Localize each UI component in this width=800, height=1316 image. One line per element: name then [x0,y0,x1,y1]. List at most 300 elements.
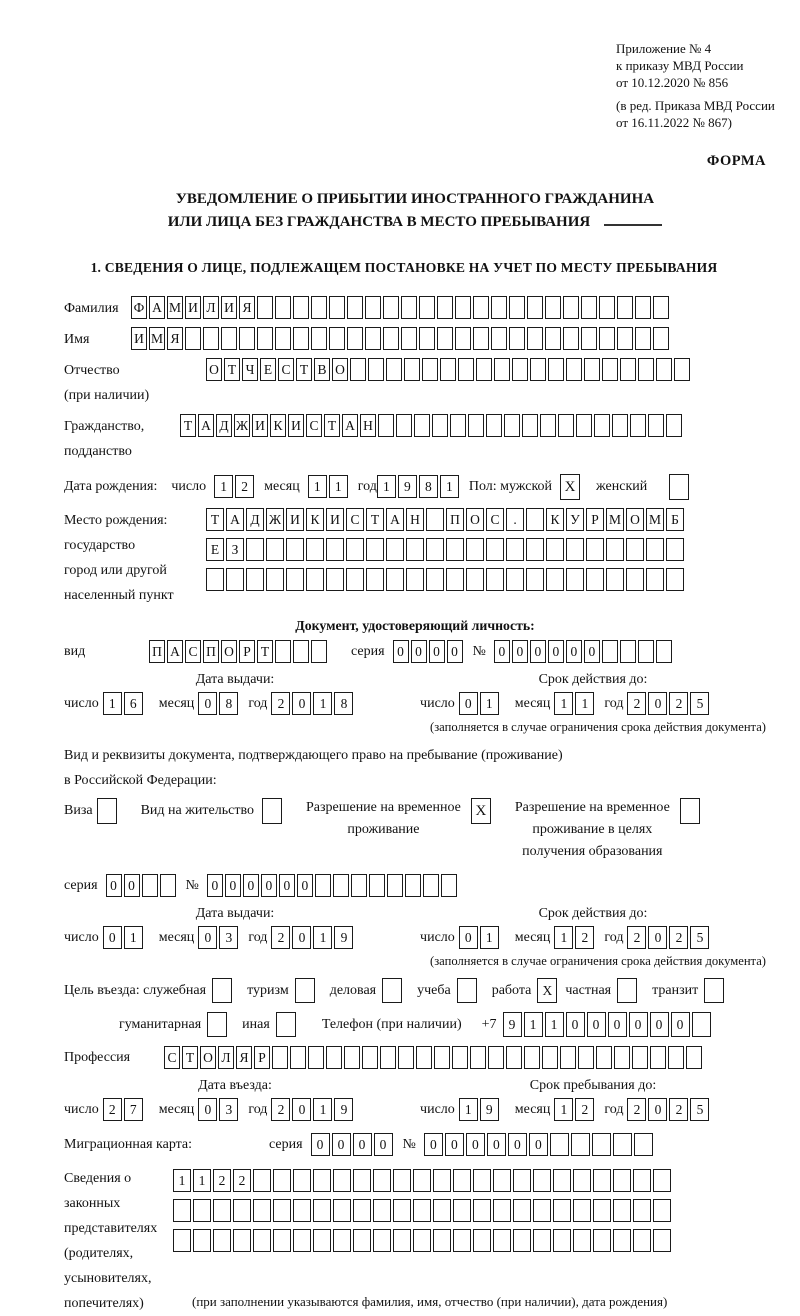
form-cell[interactable] [185,327,201,350]
form-cell[interactable]: А [198,414,214,437]
form-cell[interactable] [476,358,492,381]
form-cell[interactable]: 8 [334,692,353,715]
form-cell[interactable] [473,327,489,350]
form-cell[interactable]: 3 [219,926,238,949]
form-cell[interactable] [653,1229,671,1252]
form-cell[interactable]: Т [324,414,340,437]
form-cell[interactable]: Л [218,1046,234,1069]
form-cell[interactable] [398,1046,414,1069]
form-cell[interactable] [272,1046,288,1069]
form-cell[interactable] [434,1046,450,1069]
form-cell[interactable] [666,568,684,591]
form-cell[interactable] [686,1046,702,1069]
form-cell[interactable]: Я [167,327,183,350]
form-cell[interactable] [653,327,669,350]
form-cell[interactable]: 5 [690,926,709,949]
form-cell[interactable]: С [164,1046,180,1069]
form-cell[interactable] [419,327,435,350]
form-cell[interactable] [458,358,474,381]
form-cell[interactable]: 0 [648,692,667,715]
form-cell[interactable]: 1 [173,1169,191,1192]
form-cell[interactable] [393,1199,411,1222]
form-cell[interactable] [433,1229,451,1252]
form-cell[interactable]: 0 [103,926,122,949]
form-cell[interactable] [638,640,654,663]
form-cell[interactable] [545,327,561,350]
form-cell[interactable]: П [149,640,165,663]
form-cell[interactable]: 0 [447,640,463,663]
form-cell[interactable]: О [466,508,484,531]
form-cell[interactable] [405,874,421,897]
form-cell[interactable]: 0 [279,874,295,897]
form-cell[interactable] [423,874,439,897]
form-cell[interactable] [553,1199,571,1222]
form-cell[interactable] [413,1199,431,1222]
form-cell[interactable]: 2 [669,926,688,949]
form-cell[interactable] [350,358,366,381]
form-cell[interactable] [599,296,615,319]
form-cell[interactable] [286,568,304,591]
form-cell[interactable] [273,1199,291,1222]
form-cell[interactable] [212,978,232,1003]
form-cell[interactable] [491,327,507,350]
form-cell[interactable]: X [471,798,491,824]
form-cell[interactable] [226,568,244,591]
form-cell[interactable]: 2 [271,1098,290,1121]
form-cell[interactable] [221,327,237,350]
form-cell[interactable] [293,296,309,319]
form-cell[interactable]: А [149,296,165,319]
form-cell[interactable]: 0 [429,640,445,663]
form-cell[interactable] [440,358,456,381]
form-cell[interactable] [646,538,664,561]
form-cell[interactable]: В [314,358,330,381]
form-cell[interactable] [473,296,489,319]
form-cell[interactable] [233,1199,251,1222]
form-cell[interactable] [494,358,510,381]
form-cell[interactable]: 0 [648,1098,667,1121]
form-cell[interactable]: 2 [669,1098,688,1121]
form-cell[interactable] [599,327,615,350]
form-cell[interactable]: 0 [207,874,223,897]
form-cell[interactable]: 1 [554,1098,573,1121]
form-cell[interactable] [581,296,597,319]
form-cell[interactable] [526,508,544,531]
form-cell[interactable]: 0 [584,640,600,663]
form-cell[interactable]: X [560,474,580,500]
form-cell[interactable] [365,327,381,350]
form-cell[interactable] [630,414,646,437]
form-cell[interactable] [306,538,324,561]
form-cell[interactable] [566,538,584,561]
form-cell[interactable] [373,1229,391,1252]
form-cell[interactable] [592,1133,611,1156]
form-cell[interactable]: 1 [545,1012,564,1037]
form-cell[interactable] [509,327,525,350]
form-cell[interactable]: 0 [508,1133,527,1156]
form-cell[interactable] [366,538,384,561]
form-cell[interactable] [366,568,384,591]
form-cell[interactable] [326,538,344,561]
form-cell[interactable] [513,1169,531,1192]
form-cell[interactable] [617,978,637,1003]
form-cell[interactable]: Ч [242,358,258,381]
form-cell[interactable] [638,358,654,381]
form-cell[interactable]: 1 [440,475,459,498]
form-cell[interactable] [648,414,664,437]
form-cell[interactable] [526,538,544,561]
form-cell[interactable] [669,474,689,500]
form-cell[interactable] [253,1229,271,1252]
form-cell[interactable]: 0 [311,1133,330,1156]
form-cell[interactable] [308,1046,324,1069]
form-cell[interactable] [493,1229,511,1252]
form-cell[interactable] [311,640,327,663]
form-cell[interactable]: 8 [419,475,438,498]
form-cell[interactable] [173,1229,191,1252]
form-cell[interactable] [416,1046,432,1069]
form-cell[interactable]: М [149,327,165,350]
form-cell[interactable] [346,538,364,561]
form-cell[interactable] [527,327,543,350]
form-cell[interactable] [632,1046,648,1069]
form-cell[interactable]: 0 [530,640,546,663]
form-cell[interactable]: 0 [411,640,427,663]
form-cell[interactable] [406,538,424,561]
form-cell[interactable] [635,327,651,350]
form-cell[interactable] [493,1169,511,1192]
form-cell[interactable]: Р [586,508,604,531]
form-cell[interactable] [653,1169,671,1192]
form-cell[interactable]: К [270,414,286,437]
form-cell[interactable]: 0 [374,1133,393,1156]
form-cell[interactable]: 1 [524,1012,543,1037]
form-cell[interactable] [613,1133,632,1156]
form-cell[interactable] [433,1169,451,1192]
form-cell[interactable]: С [306,414,322,437]
form-cell[interactable]: 0 [512,640,528,663]
form-cell[interactable]: Р [254,1046,270,1069]
form-cell[interactable] [329,327,345,350]
form-cell[interactable] [581,327,597,350]
form-cell[interactable] [586,538,604,561]
form-cell[interactable] [295,978,315,1003]
form-cell[interactable] [293,1199,311,1222]
form-cell[interactable] [206,568,224,591]
form-cell[interactable] [653,1199,671,1222]
form-cell[interactable]: 2 [103,1098,122,1121]
form-cell[interactable] [437,296,453,319]
form-cell[interactable]: 0 [629,1012,648,1037]
form-cell[interactable] [473,1199,491,1222]
form-cell[interactable] [560,1046,576,1069]
form-cell[interactable] [602,358,618,381]
form-cell[interactable] [633,1169,651,1192]
form-cell[interactable]: 0 [494,640,510,663]
form-cell[interactable]: 0 [459,926,478,949]
form-cell[interactable] [656,358,672,381]
form-cell[interactable] [213,1199,231,1222]
form-cell[interactable] [404,358,420,381]
form-cell[interactable]: Т [366,508,384,531]
form-cell[interactable] [573,1169,591,1192]
form-cell[interactable]: Т [182,1046,198,1069]
form-cell[interactable] [593,1169,611,1192]
form-cell[interactable] [353,1229,371,1252]
form-cell[interactable] [527,296,543,319]
form-cell[interactable]: Н [360,414,376,437]
form-cell[interactable] [386,568,404,591]
form-cell[interactable] [468,414,484,437]
form-cell[interactable] [457,978,477,1003]
form-cell[interactable] [488,1046,504,1069]
form-cell[interactable] [378,414,394,437]
form-cell[interactable] [563,296,579,319]
form-cell[interactable] [413,1169,431,1192]
form-cell[interactable] [506,568,524,591]
form-cell[interactable]: К [306,508,324,531]
form-cell[interactable] [602,640,618,663]
form-cell[interactable]: 1 [575,692,594,715]
form-cell[interactable]: 9 [334,926,353,949]
form-cell[interactable]: 7 [124,1098,143,1121]
form-cell[interactable] [203,327,219,350]
form-cell[interactable] [396,414,412,437]
form-cell[interactable]: 0 [332,1133,351,1156]
form-cell[interactable] [606,568,624,591]
form-cell[interactable]: 1 [124,926,143,949]
form-cell[interactable] [613,1199,631,1222]
form-cell[interactable]: Я [239,296,255,319]
form-cell[interactable] [276,1012,296,1037]
form-cell[interactable] [620,640,636,663]
form-cell[interactable] [546,538,564,561]
form-cell[interactable] [491,296,507,319]
form-cell[interactable]: 0 [292,692,311,715]
form-cell[interactable]: 0 [529,1133,548,1156]
form-cell[interactable] [584,358,600,381]
form-cell[interactable] [614,1046,630,1069]
form-cell[interactable] [453,1169,471,1192]
form-cell[interactable] [466,568,484,591]
form-cell[interactable]: О [206,358,222,381]
form-cell[interactable]: 0 [297,874,313,897]
form-cell[interactable] [486,414,502,437]
form-cell[interactable]: Е [260,358,276,381]
form-cell[interactable] [506,1046,522,1069]
form-cell[interactable] [633,1199,651,1222]
form-cell[interactable]: О [332,358,348,381]
form-cell[interactable]: Д [246,508,264,531]
form-cell[interactable] [286,538,304,561]
form-cell[interactable]: 1 [103,692,122,715]
form-cell[interactable] [373,1199,391,1222]
form-cell[interactable]: Л [203,296,219,319]
form-cell[interactable] [450,414,466,437]
form-cell[interactable]: 0 [424,1133,443,1156]
form-cell[interactable] [680,798,700,824]
form-cell[interactable]: 1 [193,1169,211,1192]
form-cell[interactable]: Ж [234,414,250,437]
form-cell[interactable]: 1 [313,1098,332,1121]
form-cell[interactable]: 2 [627,926,646,949]
form-cell[interactable] [646,568,664,591]
form-cell[interactable] [253,1169,271,1192]
form-cell[interactable] [530,358,546,381]
form-cell[interactable]: С [185,640,201,663]
form-cell[interactable] [422,358,438,381]
form-cell[interactable] [313,1169,331,1192]
form-cell[interactable] [593,1229,611,1252]
form-cell[interactable] [387,874,403,897]
form-cell[interactable]: М [167,296,183,319]
form-cell[interactable] [293,1229,311,1252]
form-cell[interactable] [548,358,564,381]
form-cell[interactable] [656,640,672,663]
form-cell[interactable]: Т [180,414,196,437]
form-cell[interactable]: 5 [690,1098,709,1121]
form-cell[interactable]: 1 [480,926,499,949]
form-cell[interactable]: 1 [313,926,332,949]
form-cell[interactable] [634,1133,653,1156]
form-cell[interactable] [326,1046,342,1069]
form-cell[interactable]: А [386,508,404,531]
form-cell[interactable] [613,1169,631,1192]
form-cell[interactable]: Т [206,508,224,531]
form-cell[interactable]: 9 [503,1012,522,1037]
form-cell[interactable]: 0 [548,640,564,663]
form-cell[interactable]: О [200,1046,216,1069]
form-cell[interactable] [526,568,544,591]
form-cell[interactable]: 0 [566,1012,585,1037]
form-cell[interactable]: Д [216,414,232,437]
form-cell[interactable] [401,327,417,350]
form-cell[interactable]: Р [239,640,255,663]
form-cell[interactable]: О [626,508,644,531]
form-cell[interactable] [353,1199,371,1222]
form-cell[interactable]: С [346,508,364,531]
form-cell[interactable] [160,874,176,897]
form-cell[interactable] [233,1229,251,1252]
form-cell[interactable] [311,296,327,319]
form-cell[interactable] [617,327,633,350]
form-cell[interactable]: Н [406,508,424,531]
form-cell[interactable] [382,978,402,1003]
form-cell[interactable] [586,568,604,591]
form-cell[interactable] [386,538,404,561]
form-cell[interactable] [393,1229,411,1252]
form-cell[interactable]: З [226,538,244,561]
form-cell[interactable] [533,1199,551,1222]
form-cell[interactable]: 1 [329,475,348,498]
form-cell[interactable]: 0 [445,1133,464,1156]
form-cell[interactable]: П [446,508,464,531]
form-cell[interactable] [452,1046,468,1069]
form-cell[interactable] [207,1012,227,1037]
form-cell[interactable] [613,1229,631,1252]
form-cell[interactable] [594,414,610,437]
form-cell[interactable] [466,538,484,561]
form-cell[interactable]: 3 [219,1098,238,1121]
form-cell[interactable] [344,1046,360,1069]
form-cell[interactable] [347,296,363,319]
form-cell[interactable] [275,296,291,319]
form-cell[interactable] [315,874,331,897]
form-cell[interactable] [506,538,524,561]
form-cell[interactable] [486,538,504,561]
form-cell[interactable]: Б [666,508,684,531]
form-cell[interactable] [432,414,448,437]
form-cell[interactable]: И [185,296,201,319]
form-cell[interactable]: 8 [219,692,238,715]
form-cell[interactable] [426,568,444,591]
form-cell[interactable] [253,1199,271,1222]
form-cell[interactable] [446,568,464,591]
form-cell[interactable]: 2 [575,926,594,949]
form-cell[interactable]: 0 [353,1133,372,1156]
form-cell[interactable] [246,538,264,561]
form-cell[interactable]: 1 [480,692,499,715]
form-cell[interactable]: 0 [106,874,122,897]
form-cell[interactable] [612,414,628,437]
form-cell[interactable] [351,874,367,897]
form-cell[interactable] [533,1229,551,1252]
form-cell[interactable] [576,414,592,437]
form-cell[interactable] [635,296,651,319]
form-cell[interactable] [275,640,291,663]
form-cell[interactable] [553,1229,571,1252]
form-cell[interactable] [401,296,417,319]
form-cell[interactable] [446,538,464,561]
form-cell[interactable] [453,1229,471,1252]
form-cell[interactable] [333,874,349,897]
form-cell[interactable]: 2 [575,1098,594,1121]
form-cell[interactable] [542,1046,558,1069]
form-cell[interactable] [704,978,724,1003]
form-cell[interactable] [193,1229,211,1252]
form-cell[interactable] [266,538,284,561]
form-cell[interactable]: 1 [554,692,573,715]
form-cell[interactable] [593,1199,611,1222]
form-cell[interactable]: 1 [313,692,332,715]
form-cell[interactable] [566,568,584,591]
form-cell[interactable] [668,1046,684,1069]
form-cell[interactable] [453,1199,471,1222]
form-cell[interactable] [257,327,273,350]
form-cell[interactable]: Ж [266,508,284,531]
form-cell[interactable] [473,1229,491,1252]
form-cell[interactable] [633,1229,651,1252]
form-cell[interactable]: Т [224,358,240,381]
form-cell[interactable] [653,296,669,319]
form-cell[interactable] [666,414,682,437]
form-cell[interactable] [293,1169,311,1192]
form-cell[interactable] [293,327,309,350]
form-cell[interactable] [540,414,556,437]
form-cell[interactable] [504,414,520,437]
form-cell[interactable] [650,1046,666,1069]
form-cell[interactable] [246,568,264,591]
form-cell[interactable] [383,327,399,350]
form-cell[interactable]: 2 [627,692,646,715]
form-cell[interactable]: 0 [459,692,478,715]
form-cell[interactable] [353,1169,371,1192]
form-cell[interactable] [326,568,344,591]
form-cell[interactable]: С [278,358,294,381]
form-cell[interactable] [273,1169,291,1192]
form-cell[interactable] [533,1169,551,1192]
form-cell[interactable] [573,1229,591,1252]
